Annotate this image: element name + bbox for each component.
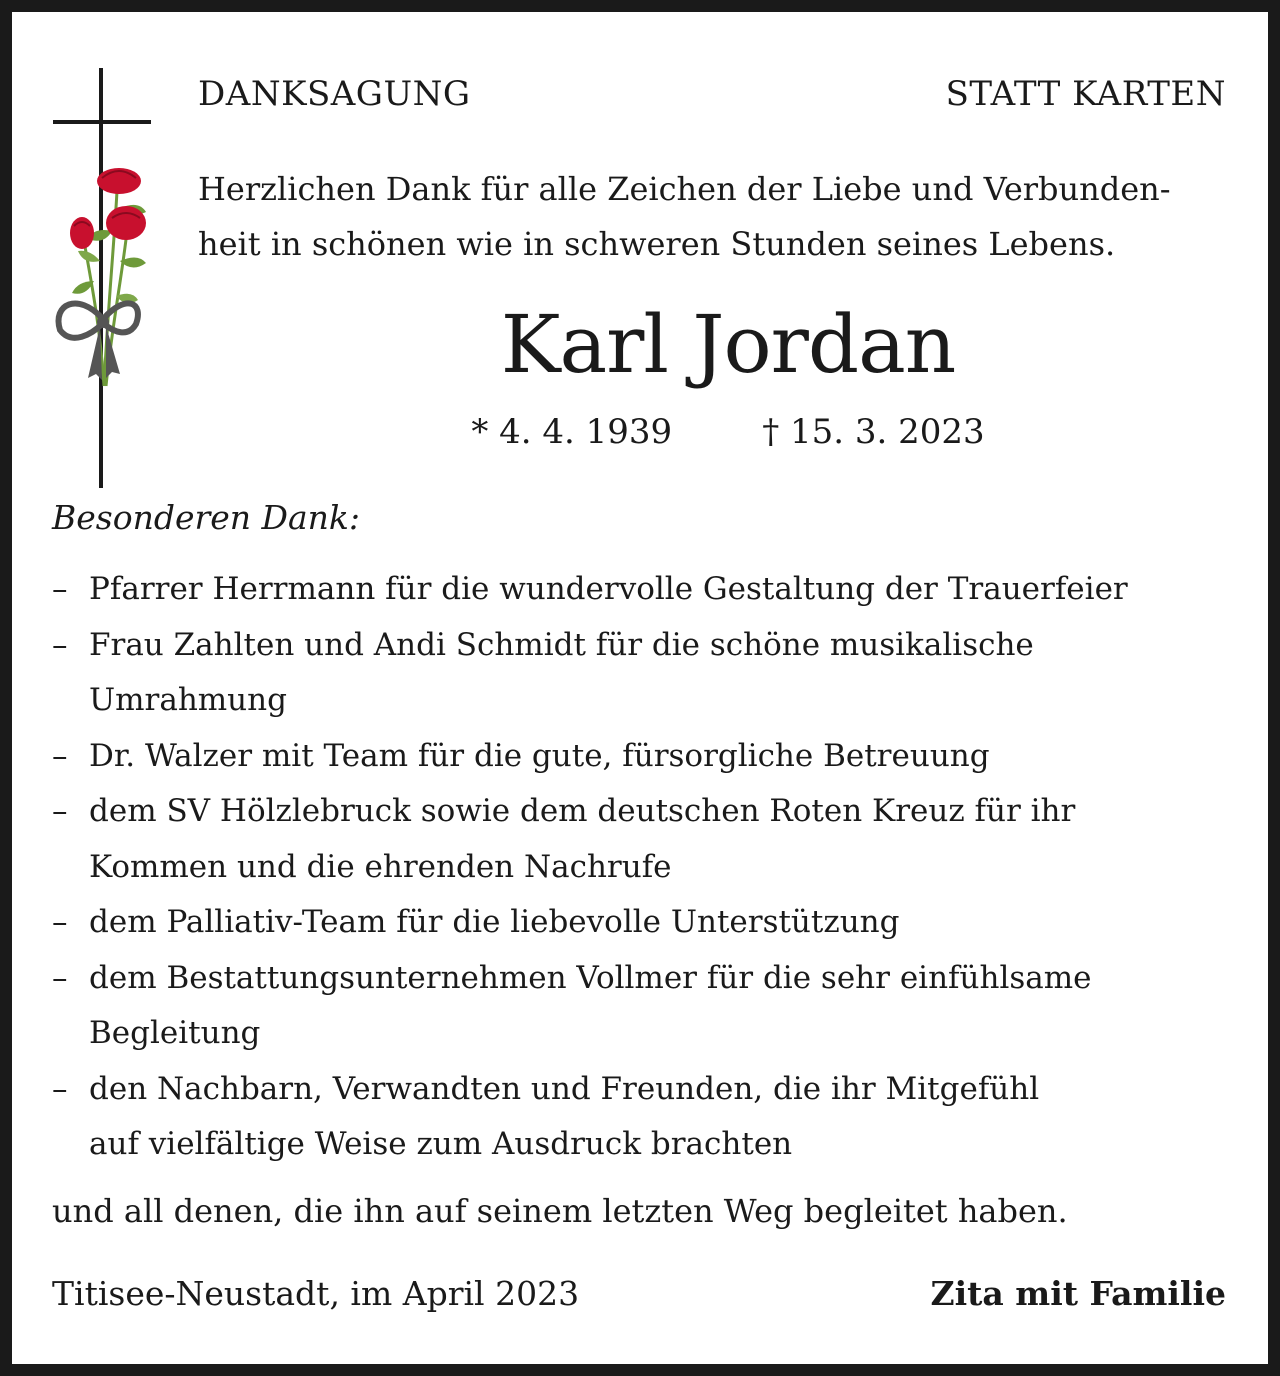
thanks-list: [52, 562, 1262, 1173]
list-item: – Pfarrer Herrmann für die wundervolle Gestaltung der Trauerfeier: [52, 571, 1128, 607]
list-item: – Dr. Walzer mit Team für die gute, fürsorgliche Betreuung: [52, 737, 990, 774]
list-item: – den Nachbarn, Verwandten und Freunden, die ihr Mitgefühl auf vielfältige Weise zum Ausdruck brachten: [52, 1070, 1040, 1162]
list-item: – Frau Zahlten und Andi Schmidt für die schöne musikalische Umrahmung: [52, 626, 1034, 718]
list-item: – dem Palliativ-Team für die liebevolle Unterstützung: [52, 904, 900, 940]
header-label: DANKSAGUNG: [198, 74, 471, 114]
life-dates: [198, 412, 1258, 452]
list-item: – dem SV Hölzlebruck sowie dem deutschen Roten Kreuz für ihr Kommen und die ehrenden Nachrufe: [52, 793, 1076, 885]
signature: Zita mit Familie: [930, 1274, 1226, 1313]
thanks-heading: Besonderen Dank:: [52, 498, 361, 537]
list-item: – dem Bestattungsunternehmen Vollmer für die sehr einfühlsame Begleitung: [52, 959, 1092, 1051]
deceased-name: Karl Jordan: [500, 298, 956, 391]
closing-sentence: und all denen, die ihn auf seinem letzten Weg begleitet haben.: [52, 1192, 1068, 1230]
death-date: † 15. 3. 2023: [762, 412, 985, 452]
header-note: STATT KARTEN: [945, 74, 1226, 114]
intro-text: Herzlichen Dank für alle Zeichen der Liebe und Verbunden- heit in schönen wie in schweren Stunden seines Lebens.: [198, 170, 1171, 263]
place-date: Titisee-Neustadt, im April 2023: [52, 1274, 580, 1313]
cross-with-roses-icon: [42, 56, 162, 496]
birth-date: * 4. 4. 1939: [471, 412, 673, 452]
